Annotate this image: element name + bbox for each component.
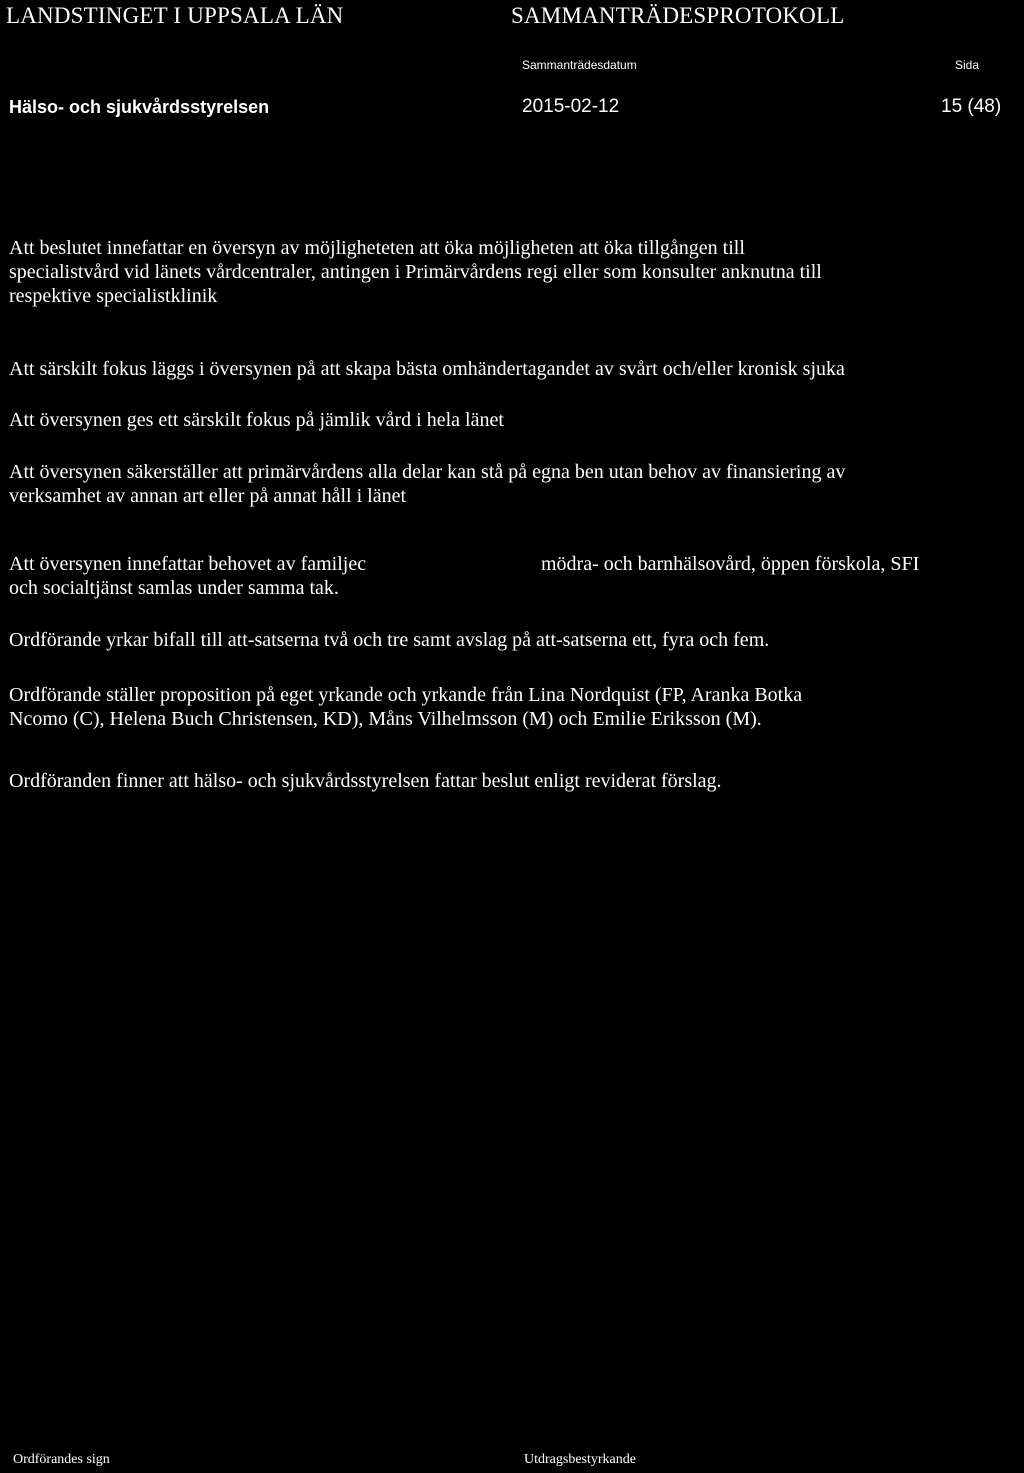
organization-name: LANDSTINGET I UPPSALA LÄN xyxy=(6,3,344,28)
paragraph-4-line-1: Att översynen säkerställer att primärvårdens alla delar kan stå på egna ben utan behov av finansiering av xyxy=(9,461,846,483)
meeting-date-label: Sammanträdesdatum xyxy=(522,58,637,72)
paragraph-1 xyxy=(9,236,822,308)
paragraph-4-line-2: verksamhet av annan art eller på annat håll i länet xyxy=(9,485,407,507)
page-number: 15 (48) xyxy=(941,96,1002,117)
paragraph-5-left: Att översynen innefattar behovet av familjec xyxy=(9,553,367,575)
paragraph-2: Att särskilt fokus läggs i översynen på att skapa bästa omhändertagandet av svårt och/eller kronisk sjuka xyxy=(9,358,845,380)
paragraph-5-line-2: och socialtjänst samlas under samma tak. xyxy=(9,577,339,599)
paragraph-3: Att översynen ges ett särskilt fokus på jämlik vård i hela länet xyxy=(9,409,504,431)
board-name: Hälso- och sjukvårdsstyrelsen xyxy=(9,97,270,117)
paragraph-1-line-2: specialistvård vid länets vårdcentraler, antingen i Primärvårdens regi eller som konsulter anknutna till xyxy=(9,261,822,283)
paragraph-7-line-2: Ncomo (C), Helena Buch Christensen, KD), Måns Vilhelmsson (M) och Emilie Eriksson (M). xyxy=(9,708,762,730)
paragraph-4 xyxy=(9,460,845,508)
document-type: SAMMANTRÄDESPROTOKOLL xyxy=(511,3,845,28)
paragraph-7-line-1: Ordförande ställer proposition på eget yrkande och yrkande från Lina Nordquist (FP, Aranka Botka xyxy=(9,684,803,706)
meeting-date: 2015-02-12 xyxy=(522,96,620,117)
paragraph-8: Ordföranden finner att hälso- och sjukvårdsstyrelsen fattar beslut enligt reviderat förslag. xyxy=(9,770,722,792)
page-label: Sida xyxy=(955,58,980,72)
paragraph-1-line-1: Att beslutet innefattar en översyn av möjligheteten att öka möjligheten att öka tillgången till xyxy=(9,237,745,259)
chair-signature-label: Ordförandes sign xyxy=(13,1452,110,1467)
certification-label: Utdragsbestyrkande xyxy=(524,1452,636,1467)
paragraph-5-right: mödra- och barnhälsovård, öppen förskola, SFI xyxy=(541,553,920,575)
paragraph-1-line-3: respektive specialistklinik xyxy=(9,285,218,307)
paragraph-6: Ordförande yrkar bifall till att-satserna två och tre samt avslag på att-satserna ett, fyra och fem. xyxy=(9,629,770,651)
paragraph-7 xyxy=(9,683,802,731)
